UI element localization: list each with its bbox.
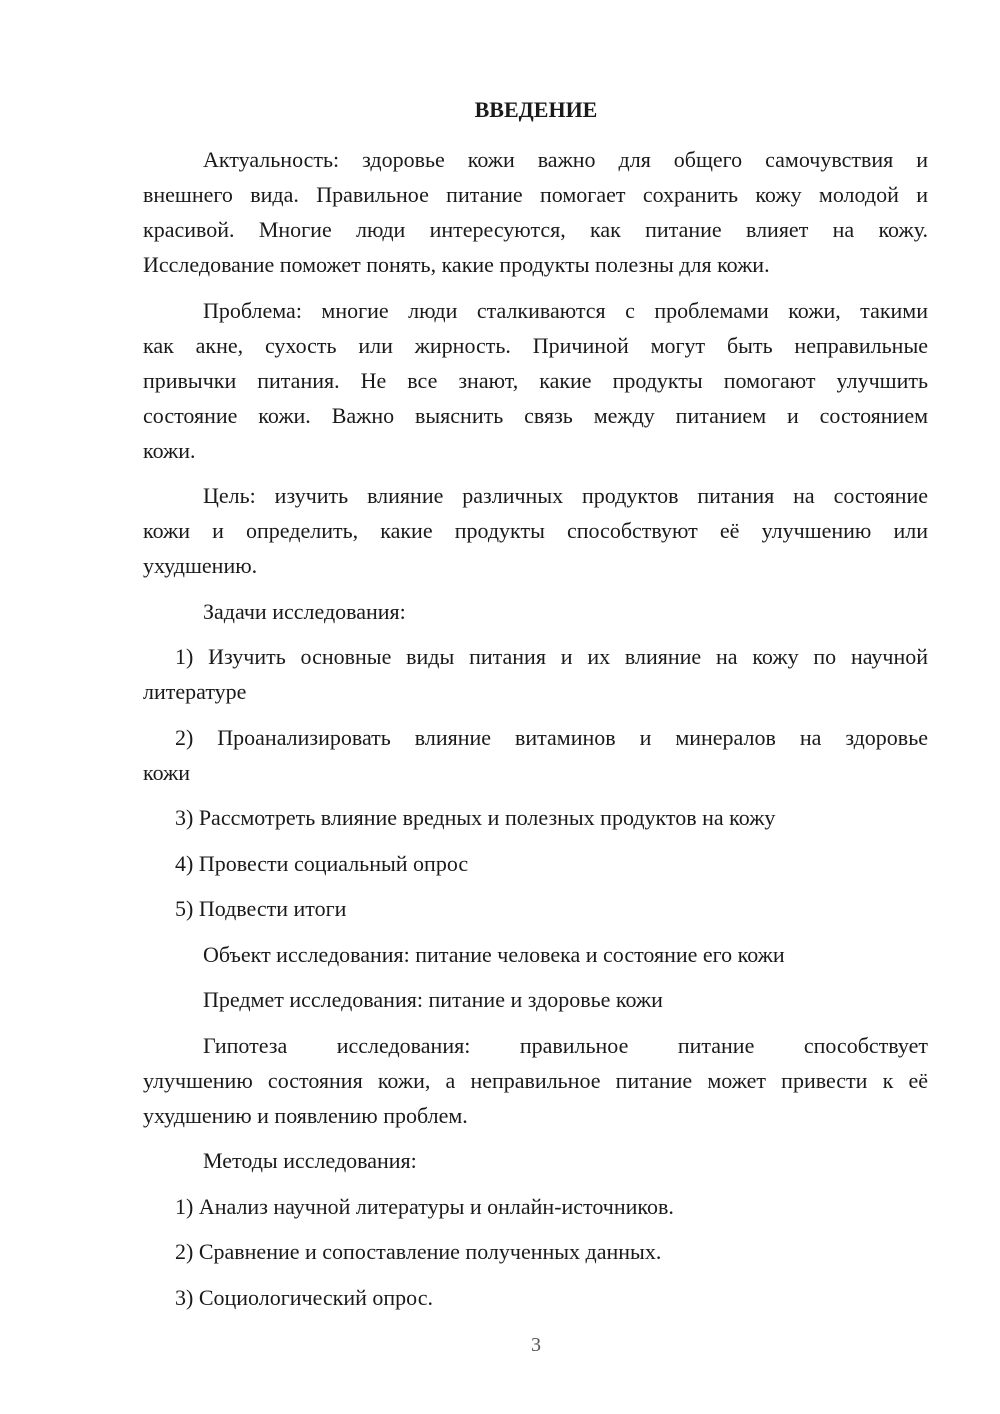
text-line: кожи (143, 759, 190, 785)
text-line: Проблема: многие люди сталкиваются с проблемами кожи, такими (203, 297, 928, 323)
list-item (143, 1189, 928, 1224)
list-item (143, 891, 928, 926)
text-line: Предмет исследования: питание и здоровье кожи (203, 987, 663, 1012)
text-line: состояние кожи. Важно выяснить связь между питанием и состоянием (143, 402, 928, 428)
paragraph (143, 982, 928, 1017)
text-line: красивой. Многие люди интересуются, как питание влияет на кожу. (143, 217, 928, 242)
text-line: Цель: изучить влияние различных продуктов питания на состояние (203, 483, 928, 508)
page-number: 3 (531, 1334, 541, 1356)
document-body (143, 142, 928, 1325)
paragraph (143, 1028, 928, 1133)
text-line: ухудшению. (143, 553, 258, 578)
text-line: привычки питания. Не все знают, какие продукты помогают улучшить (143, 367, 928, 393)
text-line: 1) Изучить основные виды питания и их влияние на кожу по научной (175, 644, 928, 669)
paragraph (143, 1143, 928, 1178)
list-item (143, 1234, 928, 1269)
text-line: 2) Проанализировать влияние витаминов и минералов на здоровье (175, 724, 928, 750)
text-line: Методы исследования: (203, 1148, 417, 1173)
text-line: 3) Социологический опрос. (175, 1284, 433, 1310)
list-item (143, 1280, 928, 1315)
text-line: ухудшению и появлению проблем. (143, 1102, 468, 1128)
paragraph (143, 937, 928, 972)
page-title: ВВЕДЕНИЕ (474, 97, 598, 122)
text-line: Гипотеза исследования: правильное питание способствует (203, 1032, 928, 1058)
text-line: 4) Провести социальный опрос (175, 850, 469, 876)
text-line: 1) Анализ научной литературы и онлайн-источников. (175, 1193, 674, 1219)
list-item (143, 720, 928, 790)
list-item (143, 800, 928, 835)
text-line: кожи и определить, какие продукты способствуют её улучшению или (143, 518, 928, 543)
text-line: 5) Подвести итоги (175, 896, 347, 921)
paragraph (143, 594, 928, 629)
text-line: Объект исследования: питание человека и состояние его кожи (203, 941, 785, 967)
text-line: 2) Сравнение и сопоставление полученных данных. (175, 1239, 662, 1264)
text-line: как акне, сухость или жирность. Причиной могут быть неправильные (143, 332, 928, 358)
paragraph (143, 142, 928, 282)
text-line: Актуальность: здоровье кожи важно для общего самочувствия и (203, 147, 928, 172)
list-item (143, 846, 928, 881)
text-line: 3) Рассмотреть влияние вредных и полезных продуктов на кожу (175, 805, 776, 830)
list-item (143, 639, 928, 709)
paragraph (143, 293, 928, 468)
text-line: внешнего вида. Правильное питание помогает сохранить кожу молодой и (143, 182, 928, 207)
text-line: улучшению состояния кожи, а неправильное питание может привести к её (143, 1067, 928, 1093)
text-line: Исследование поможет понять, какие продукты полезны для кожи. (143, 252, 770, 277)
text-line: Задачи исследования: (203, 598, 406, 624)
text-line: литературе (143, 679, 247, 704)
paragraph (143, 478, 928, 583)
text-line: кожи. (143, 437, 196, 463)
